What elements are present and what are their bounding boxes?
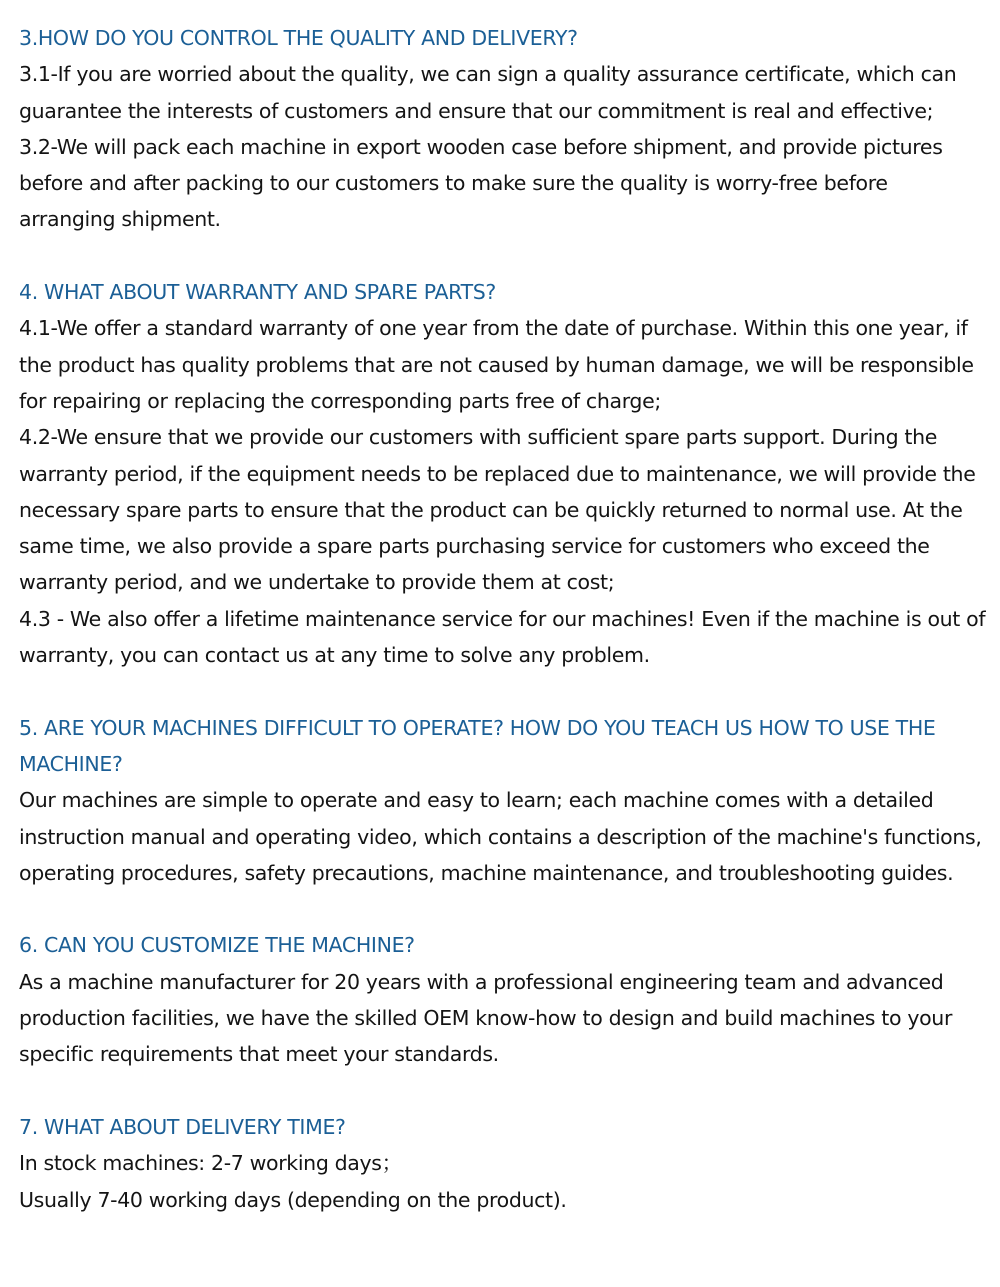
section-paragraph: 4.3 - We also offer a lifetime maintenance service for our machines! Even if the machine is out of warranty, you can contact us at any time to solve any problem. bbox=[19, 606, 986, 668]
section-paragraph: 3.2-We will pack each machine in export wooden case before shipment, and provide pictures before and after packing to our customers to make sure the quality is worry-free before arranging shipment. bbox=[19, 134, 943, 232]
faq-section-customize bbox=[19, 927, 989, 1072]
faq-section-quality bbox=[19, 20, 989, 238]
section-paragraph: As a machine manufacturer for 20 years with a professional engineering team and advanced production facilities, we have the skilled OEM know-how to design and build machines to your specific requirements that meet your standards. bbox=[19, 969, 953, 1067]
section-paragraph: 4.1-We offer a standard warranty of one year from the date of purchase. Within this one year, if the product has quality problems that are not caused by human damage, we will be responsible for repairing or replacing the corresponding parts free of charge; bbox=[19, 316, 974, 413]
section-paragraph: 3.1-If you are worried about the quality, we can sign a quality assurance certificate, which can guarantee the interests of customers and ensure that our commitment is real and effective; bbox=[19, 62, 957, 123]
faq-section-delivery bbox=[19, 1109, 989, 1218]
section-heading: 5. ARE YOUR MACHINES DIFFICULT TO OPERATE? HOW DO YOU TEACH US HOW TO USE THE MACHINE? bbox=[19, 715, 936, 776]
section-heading: 7. WHAT ABOUT DELIVERY TIME? bbox=[19, 1114, 346, 1139]
faq-section-operation bbox=[19, 710, 989, 891]
section-paragraph: 4.2-We ensure that we provide our customers with sufficient spare parts support. During the warranty period, if the equipment needs to be replaced due to maintenance, we will provide the necessary spare parts to ensure that the product can be quickly returned to normal use. At the same time, we also provide a spare parts purchasing service for customers who exceed the warranty period, and we undertake to provide them at cost; bbox=[19, 425, 976, 595]
section-paragraph: In stock machines: 2-7 working days； bbox=[19, 1151, 402, 1176]
faq-section-warranty bbox=[19, 274, 989, 673]
faq-document bbox=[19, 20, 989, 1218]
section-heading: 4. WHAT ABOUT WARRANTY AND SPARE PARTS? bbox=[19, 280, 496, 305]
section-paragraph: Our machines are simple to operate and easy to learn; each machine comes with a detailed instruction manual and operating video, which contains a description of the machine's functions, operating procedures, safety precautions, machine maintenance, and troubleshooting guides. bbox=[19, 788, 982, 885]
section-paragraph: Usually 7-40 working days (depending on the product). bbox=[19, 1187, 567, 1212]
section-heading: 3.HOW DO YOU CONTROL THE QUALITY AND DELIVERY? bbox=[19, 26, 578, 50]
section-heading: 6. CAN YOU CUSTOMIZE THE MACHINE? bbox=[19, 933, 415, 958]
